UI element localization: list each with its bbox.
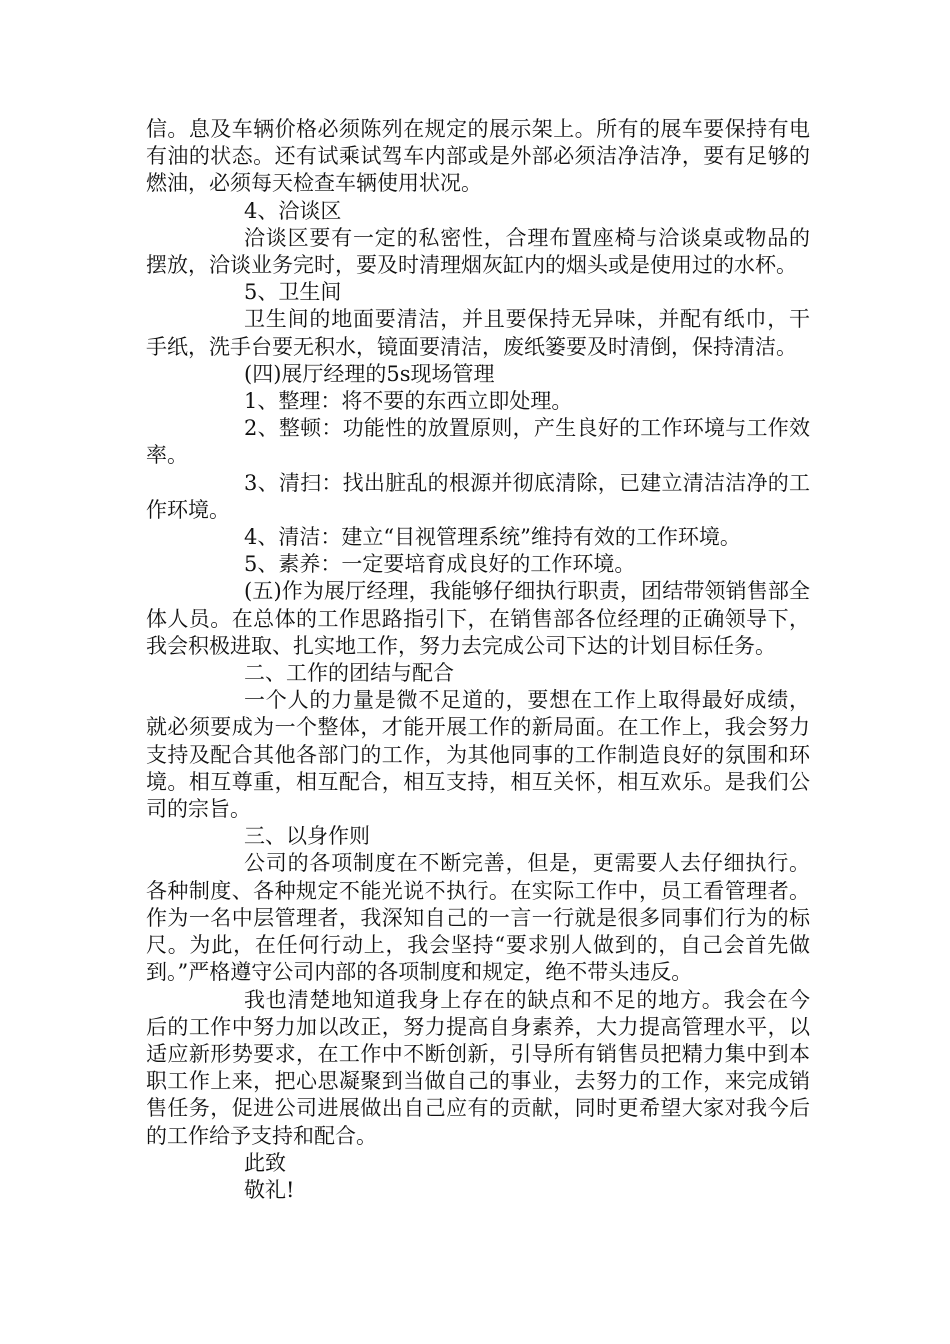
heading-lead-by-example: 三、以身作则 (244, 824, 370, 849)
list-item-sort: 1、整理：将不要的东西立即处理。 (244, 389, 573, 414)
list-item-set-in-order: 2、整顿：功能性的放置原则，产生良好的工作环境与工作效率。 (146, 416, 810, 468)
paragraph-manager-duties: (五)作为展厅经理，我能够仔细执行职责，团结带领销售部全体人员。在总体的工作思路指引下，在销售部各位经理的正确领导下，我会积极进取、扎实地工作，努力去完成公司下达的计划目标任务。 (146, 579, 810, 658)
heading-teamwork: 二、工作的团结与配合 (244, 661, 454, 686)
list-item-standardize: 4、清洁：建立“目视管理系统”维持有效的工作环境。 (244, 525, 741, 550)
heading-restroom: 5、卫生间 (244, 280, 342, 305)
heading-5s-management: (四)展厅经理的5s现场管理 (244, 361, 495, 386)
paragraph-negotiation-area: 洽谈区要有一定的私密性，合理布置座椅与洽谈桌或物品的摆放，洽谈业务完时，要及时清理烟灰缸内的烟头或是使用过的水杯。 (146, 225, 810, 278)
paragraph-continuation: 信。息及车辆价格必须陈列在规定的展示架上。所有的展车要保持有电有油的状态。还有试乘试驾车内部或是外部必须洁净洁净，要有足够的燃油，必须每天检查车辆使用状况。 (146, 117, 810, 196)
closing-regards: 敬礼! (244, 1177, 295, 1202)
closing-salutation: 此致 (244, 1150, 286, 1175)
paragraph-self-improvement: 我也清楚地知道我身上存在的缺点和不足的地方。我会在今后的工作中努力加以改正，努力提高自身素养，大力提高管理水平，以适应新形势要求，在工作中不断创新，引导所有销售员把精力集中到本职工作上来，把心思凝聚到当做自己的事业，去努力的工作，来完成销售任务，促进公司进展做出自己应有的贡献，同时更希望大家对我今后的工作给予支持和配合。 (146, 987, 810, 1148)
paragraph-lead-by-example: 公司的各项制度在不断完善，但是，更需要人去仔细执行。各种制度、各种规定不能光说不执行。在实际工作中，员工看管理者。作为一名中层管理者，我深知自己的一言一行就是很多同事们行为的标尺。为此，在任何行动上，我会坚持“要求别人做到的，自己会首先做到。”严格遵守公司内部的各项制度和规定，绝不带头违反。 (146, 851, 810, 985)
heading-negotiation-area: 4、洽谈区 (244, 198, 342, 223)
list-item-sustain: 5、素养：一定要培育成良好的工作环境。 (244, 552, 636, 577)
list-item-shine: 3、清扫：找出脏乱的根源并彻底清除，已建立清洁洁净的工作环境。 (146, 470, 810, 522)
document-body (146, 116, 810, 1204)
paragraph-restroom: 卫生间的地面要清洁，并且要保持无异味，并配有纸巾，干手纸，洗手台要无积水，镜面要清洁，废纸篓要及时清倒，保持清洁。 (146, 307, 810, 359)
paragraph-teamwork: 一个人的力量是微不足道的，要想在工作上取得最好成绩，就必须要成为一个整体，才能开展工作的新局面。在工作上，我会努力支持及配合其他各部门的工作，为其他同事的工作制造良好的氛围和环境。相互尊重，相互配合，相互支持，相互关怀，相互欢乐。是我们公司的宗旨。 (146, 688, 810, 822)
